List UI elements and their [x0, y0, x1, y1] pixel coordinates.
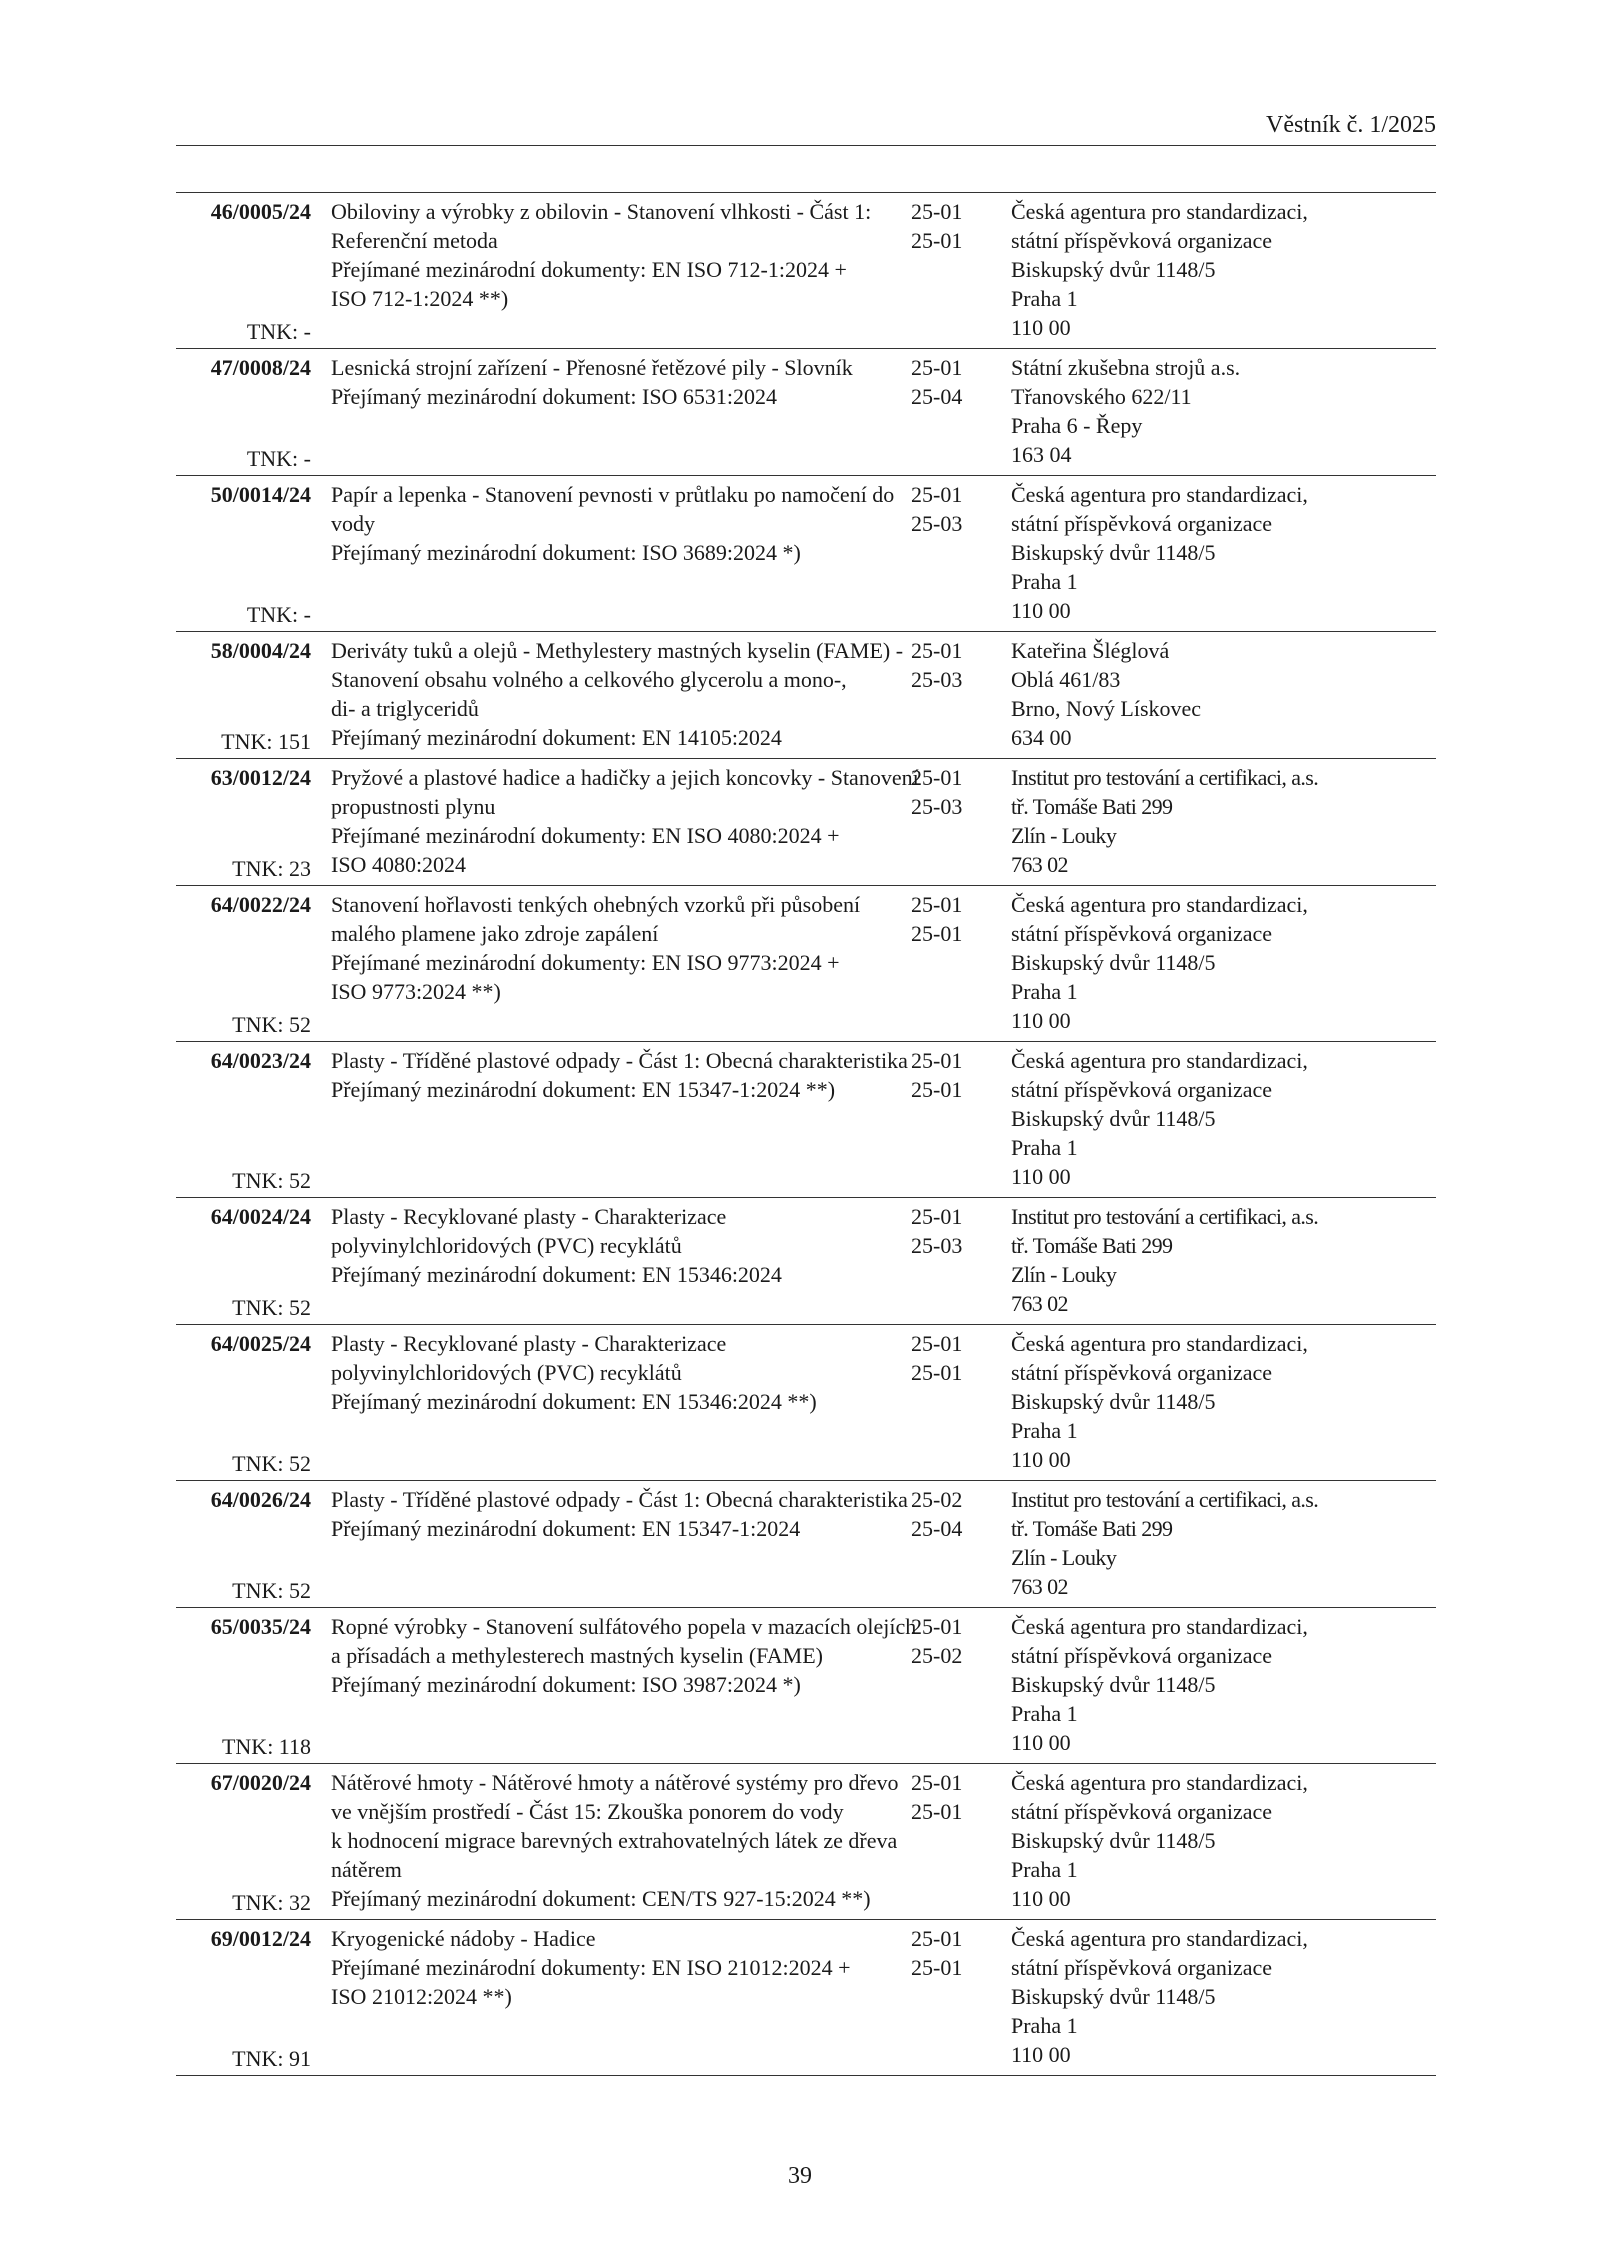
address-line: Česká agentura pro standardizaci, — [1011, 199, 1308, 224]
date-code: 25-02 — [911, 1487, 963, 1512]
table-row — [176, 1042, 1436, 1198]
address-line: státní příspěvková organizace — [1011, 511, 1273, 536]
title-line: Přejímaný mezinárodní dokument: EN 15346:2024 **) — [331, 1389, 817, 1414]
title-line: Referenční metoda — [331, 228, 498, 253]
date-code: 25-01 — [911, 765, 963, 790]
address-line: Praha 1 — [1011, 1418, 1078, 1443]
address-line: Praha 6 - Řepy — [1011, 413, 1143, 438]
title-line: Plasty - Recyklované plasty - Charakterizace — [331, 1331, 727, 1356]
project-number: 64/0024/24 — [210, 1204, 311, 1229]
row-id-cell — [176, 353, 311, 475]
tnk-label: TNK: 23 — [232, 856, 311, 881]
address-line: státní příspěvková organizace — [1011, 1643, 1273, 1668]
title-line: k hodnocení migrace barevných extrahovatelných látek ze dřeva — [331, 1828, 898, 1853]
table-row — [176, 1325, 1436, 1481]
date-code: 25-01 — [911, 1360, 963, 1385]
address-line: státní příspěvková organizace — [1011, 228, 1273, 253]
title-line: Přejímané mezinárodní dokumenty: EN ISO 4080:2024 + — [331, 823, 840, 848]
page-number: 39 — [788, 2163, 812, 2189]
bulletin-title: Věstník č. 1/2025 — [1266, 112, 1436, 138]
project-number: 58/0004/24 — [210, 638, 311, 663]
address-line: Praha 1 — [1011, 1135, 1078, 1160]
date-code: 25-01 — [911, 1926, 963, 1951]
address-line: Biskupský dvůr 1148/5 — [1011, 1389, 1216, 1414]
address-line: Praha 1 — [1011, 286, 1078, 311]
dates-cell — [911, 480, 1001, 631]
row-id-cell — [176, 1202, 311, 1324]
dates-cell — [911, 1202, 1001, 1324]
title-line: Přejímaný mezinárodní dokument: CEN/TS 927-15:2024 **) — [331, 1886, 871, 1911]
title-line: Ropné výrobky - Stanovení sulfátového popela v mazacích olejích — [331, 1614, 917, 1639]
title-line: Obiloviny a výrobky z obilovin - Stanovení vlhkosti - Část 1: — [331, 199, 872, 224]
standards-table — [176, 192, 1436, 2076]
processor-address-cell — [1001, 1485, 1436, 1607]
address-line: Česká agentura pro standardizaci, — [1011, 1926, 1308, 1951]
table-row — [176, 193, 1436, 349]
tnk-label: TNK: 52 — [232, 1295, 311, 1320]
address-line: Česká agentura pro standardizaci, — [1011, 1770, 1308, 1795]
title-line: Přejímané mezinárodní dokumenty: EN ISO 21012:2024 + — [331, 1955, 851, 1980]
address-line: státní příspěvková organizace — [1011, 1955, 1273, 1980]
title-line: Přejímaný mezinárodní dokument: ISO 3987:2024 *) — [331, 1672, 801, 1697]
page-header — [176, 110, 1436, 146]
address-line: státní příspěvková organizace — [1011, 921, 1273, 946]
date-code: 25-01 — [911, 1204, 963, 1229]
title-line: Přejímaný mezinárodní dokument: EN 15347-1:2024 **) — [331, 1077, 836, 1102]
project-number: 47/0008/24 — [210, 355, 311, 380]
address-line: Česká agentura pro standardizaci, — [1011, 1331, 1308, 1356]
project-number: 46/0005/24 — [210, 199, 311, 224]
dates-cell — [911, 197, 1001, 348]
title-line: vody — [331, 511, 375, 536]
table-row — [176, 1764, 1436, 1920]
title-cell — [311, 480, 911, 631]
address-line: 110 00 — [1011, 1008, 1071, 1033]
date-code: 25-01 — [911, 1955, 963, 1980]
table-row — [176, 1920, 1436, 2076]
address-line: Česká agentura pro standardizaci, — [1011, 482, 1308, 507]
tnk-label: TNK: 151 — [221, 729, 311, 754]
project-number: 69/0012/24 — [210, 1926, 311, 1951]
processor-address-cell — [1001, 1924, 1436, 2075]
date-code: 25-04 — [911, 384, 963, 409]
address-line: Biskupský dvůr 1148/5 — [1011, 950, 1216, 975]
tnk-label: TNK: 91 — [232, 2046, 311, 2071]
address-line: Biskupský dvůr 1148/5 — [1011, 257, 1216, 282]
title-line: a přísadách a methylesterech mastných kyselin (FAME) — [331, 1643, 823, 1668]
date-code: 25-03 — [911, 511, 963, 536]
title-line: Deriváty tuků a olejů - Methylestery mastných kyselin (FAME) - — [331, 638, 904, 663]
processor-address-cell — [1001, 480, 1436, 631]
title-line: Přejímané mezinárodní dokumenty: EN ISO 9773:2024 + — [331, 950, 840, 975]
title-line: polyvinylchloridových (PVC) recyklátů — [331, 1233, 682, 1258]
row-id-cell — [176, 1924, 311, 2075]
tnk-label: TNK: 32 — [232, 1890, 311, 1915]
title-line: Přejímaný mezinárodní dokument: EN 15346:2024 — [331, 1262, 782, 1287]
processor-address-cell — [1001, 353, 1436, 475]
address-line: Praha 1 — [1011, 569, 1078, 594]
address-line: 110 00 — [1011, 2042, 1071, 2067]
title-cell — [311, 1046, 911, 1197]
date-code: 25-03 — [911, 1233, 963, 1258]
title-line: ISO 4080:2024 — [331, 852, 467, 877]
title-line: Nátěrové hmoty - Nátěrové hmoty a nátěrové systémy pro dřevo — [331, 1770, 899, 1795]
address-line: Třanovského 622/11 — [1011, 384, 1192, 409]
dates-cell — [911, 1768, 1001, 1919]
address-line: tř. Tomáše Bati 299 — [1011, 794, 1173, 819]
date-code: 25-01 — [911, 1614, 963, 1639]
date-code: 25-01 — [911, 228, 963, 253]
date-code: 25-01 — [911, 1799, 963, 1824]
project-number: 50/0014/24 — [210, 482, 311, 507]
processor-address-cell — [1001, 1768, 1436, 1919]
address-line: Institut pro testování a certifikaci, a.s. — [1011, 765, 1319, 790]
row-id-cell — [176, 1485, 311, 1607]
dates-cell — [911, 1924, 1001, 2075]
address-line: Praha 1 — [1011, 1701, 1078, 1726]
title-cell — [311, 1202, 911, 1324]
table-row — [176, 476, 1436, 632]
title-line: ISO 9773:2024 **) — [331, 979, 501, 1004]
title-line: Kryogenické nádoby - Hadice — [331, 1926, 596, 1951]
processor-address-cell — [1001, 197, 1436, 348]
project-number: 64/0023/24 — [210, 1048, 311, 1073]
address-line: 763 02 — [1011, 1574, 1068, 1599]
row-id-cell — [176, 636, 311, 758]
tnk-label: TNK: - — [246, 446, 311, 471]
tnk-label: TNK: 118 — [221, 1734, 311, 1759]
title-cell — [311, 197, 911, 348]
row-id-cell — [176, 1768, 311, 1919]
title-line: Plasty - Tříděné plastové odpady - Část 1: Obecná charakteristika — [331, 1487, 908, 1512]
title-cell — [311, 890, 911, 1041]
date-code: 25-02 — [911, 1643, 963, 1668]
processor-address-cell — [1001, 1046, 1436, 1197]
address-line: 634 00 — [1011, 725, 1072, 750]
address-line: státní příspěvková organizace — [1011, 1360, 1273, 1385]
date-code: 25-01 — [911, 1331, 963, 1356]
processor-address-cell — [1001, 636, 1436, 758]
address-line: Kateřina Šléglová — [1011, 638, 1170, 663]
processor-address-cell — [1001, 1329, 1436, 1480]
title-cell — [311, 1924, 911, 2075]
table-row — [176, 632, 1436, 759]
address-line: Praha 1 — [1011, 979, 1078, 1004]
title-cell — [311, 353, 911, 475]
date-code: 25-01 — [911, 921, 963, 946]
address-line: Institut pro testování a certifikaci, a.s. — [1011, 1487, 1319, 1512]
project-number: 64/0025/24 — [210, 1331, 311, 1356]
date-code: 25-01 — [911, 355, 963, 380]
date-code: 25-01 — [911, 1048, 963, 1073]
date-code: 25-01 — [911, 1077, 963, 1102]
title-line: nátěrem — [331, 1857, 402, 1882]
row-id-cell — [176, 763, 311, 885]
title-line: di- a triglyceridů — [331, 696, 479, 721]
row-id-cell — [176, 197, 311, 348]
date-code: 25-01 — [911, 482, 963, 507]
address-line: státní příspěvková organizace — [1011, 1077, 1273, 1102]
address-line: Biskupský dvůr 1148/5 — [1011, 1106, 1216, 1131]
address-line: 110 00 — [1011, 1886, 1071, 1911]
tnk-label: TNK: 52 — [232, 1012, 311, 1037]
title-cell — [311, 1768, 911, 1919]
table-row — [176, 1608, 1436, 1764]
dates-cell — [911, 353, 1001, 475]
date-code: 25-03 — [911, 794, 963, 819]
table-row — [176, 349, 1436, 476]
project-number: 64/0022/24 — [210, 892, 311, 917]
title-line: ISO 21012:2024 **) — [331, 1984, 512, 2009]
table-row — [176, 886, 1436, 1042]
title-line: Pryžové a plastové hadice a hadičky a jejich koncovky - Stanovení — [331, 765, 919, 790]
title-line: polyvinylchloridových (PVC) recyklátů — [331, 1360, 682, 1385]
date-code: 25-01 — [911, 199, 963, 224]
title-line: Přejímané mezinárodní dokumenty: EN ISO 712-1:2024 + — [331, 257, 847, 282]
address-line: Brno, Nový Lískovec — [1011, 696, 1202, 721]
address-line: Biskupský dvůr 1148/5 — [1011, 1984, 1216, 2009]
date-code: 25-03 — [911, 667, 963, 692]
dates-cell — [911, 890, 1001, 1041]
address-line: Zlín - Louky — [1011, 1262, 1117, 1287]
address-line: 110 00 — [1011, 1164, 1071, 1189]
title-line: Přejímaný mezinárodní dokument: ISO 3689:2024 *) — [331, 540, 801, 565]
address-line: Institut pro testování a certifikaci, a.s. — [1011, 1204, 1319, 1229]
table-row — [176, 1198, 1436, 1325]
address-line: Oblá 461/83 — [1011, 667, 1121, 692]
address-line: 763 02 — [1011, 852, 1068, 877]
title-line: ve vnějším prostředí - Část 15: Zkouška ponorem do vody — [331, 1799, 844, 1824]
address-line: Státní zkušebna strojů a.s. — [1011, 355, 1241, 380]
title-line: Přejímaný mezinárodní dokument: ISO 6531:2024 — [331, 384, 778, 409]
dates-cell — [911, 636, 1001, 758]
address-line: Praha 1 — [1011, 2013, 1078, 2038]
address-line: 763 02 — [1011, 1291, 1068, 1316]
tnk-label: TNK: - — [246, 602, 311, 627]
dates-cell — [911, 1612, 1001, 1763]
row-id-cell — [176, 1329, 311, 1480]
row-id-cell — [176, 890, 311, 1041]
address-line: 110 00 — [1011, 598, 1071, 623]
address-line: státní příspěvková organizace — [1011, 1799, 1273, 1824]
title-line: Přejímaný mezinárodní dokument: EN 15347-1:2024 — [331, 1516, 801, 1541]
title-cell — [311, 1485, 911, 1607]
project-number: 64/0026/24 — [210, 1487, 311, 1512]
dates-cell — [911, 1329, 1001, 1480]
title-line: Přejímaný mezinárodní dokument: EN 14105:2024 — [331, 725, 782, 750]
dates-cell — [911, 763, 1001, 885]
address-line: Česká agentura pro standardizaci, — [1011, 892, 1308, 917]
title-cell — [311, 1612, 917, 1763]
address-line: tř. Tomáše Bati 299 — [1011, 1233, 1173, 1258]
processor-address-cell — [1001, 763, 1436, 885]
title-line: ISO 712-1:2024 **) — [331, 286, 509, 311]
title-line: Plasty - Recyklované plasty - Charakterizace — [331, 1204, 727, 1229]
title-line: propustnosti plynu — [331, 794, 496, 819]
row-id-cell — [176, 1046, 311, 1197]
processor-address-cell — [1001, 1202, 1436, 1324]
date-code: 25-04 — [911, 1516, 963, 1541]
title-cell — [311, 636, 911, 758]
address-line: Zlín - Louky — [1011, 823, 1117, 848]
title-line: Papír a lepenka - Stanovení pevnosti v průtlaku po namočení do — [331, 482, 895, 507]
processor-address-cell — [1001, 890, 1436, 1041]
title-line: Stanovení obsahu volného a celkového glycerolu a mono-, — [331, 667, 847, 692]
dates-cell — [911, 1485, 1001, 1607]
title-line: Lesnická strojní zařízení - Přenosné řetězové pily - Slovník — [331, 355, 853, 380]
date-code: 25-01 — [911, 638, 963, 663]
processor-address-cell — [1001, 1612, 1436, 1763]
title-line: Plasty - Tříděné plastové odpady - Část 1: Obecná charakteristika — [331, 1048, 908, 1073]
row-id-cell — [176, 480, 311, 631]
tnk-label: TNK: 52 — [232, 1168, 311, 1193]
address-line: Biskupský dvůr 1148/5 — [1011, 540, 1216, 565]
dates-cell — [911, 1046, 1001, 1197]
date-code: 25-01 — [911, 892, 963, 917]
address-line: Česká agentura pro standardizaci, — [1011, 1048, 1308, 1073]
address-line: tř. Tomáše Bati 299 — [1011, 1516, 1173, 1541]
tnk-label: TNK: - — [246, 319, 311, 344]
date-code: 25-01 — [911, 1770, 963, 1795]
address-line: Česká agentura pro standardizaci, — [1011, 1614, 1308, 1639]
title-line: Stanovení hořlavosti tenkých ohebných vzorků při působení — [331, 892, 861, 917]
address-line: 110 00 — [1011, 315, 1071, 340]
tnk-label: TNK: 52 — [232, 1451, 311, 1476]
project-number: 63/0012/24 — [210, 765, 311, 790]
tnk-label: TNK: 52 — [232, 1578, 311, 1603]
project-number: 65/0035/24 — [210, 1614, 311, 1639]
address-line: Biskupský dvůr 1148/5 — [1011, 1672, 1216, 1697]
title-cell — [311, 763, 919, 885]
address-line: Zlín - Louky — [1011, 1545, 1117, 1570]
address-line: Praha 1 — [1011, 1857, 1078, 1882]
table-row — [176, 1481, 1436, 1608]
table-row — [176, 759, 1436, 886]
address-line: 163 04 — [1011, 442, 1072, 467]
title-line: malého plamene jako zdroje zapálení — [331, 921, 659, 946]
address-line: 110 00 — [1011, 1447, 1071, 1472]
project-number: 67/0020/24 — [210, 1770, 311, 1795]
title-cell — [311, 1329, 911, 1480]
address-line: 110 00 — [1011, 1730, 1071, 1755]
row-id-cell — [176, 1612, 311, 1763]
address-line: Biskupský dvůr 1148/5 — [1011, 1828, 1216, 1853]
